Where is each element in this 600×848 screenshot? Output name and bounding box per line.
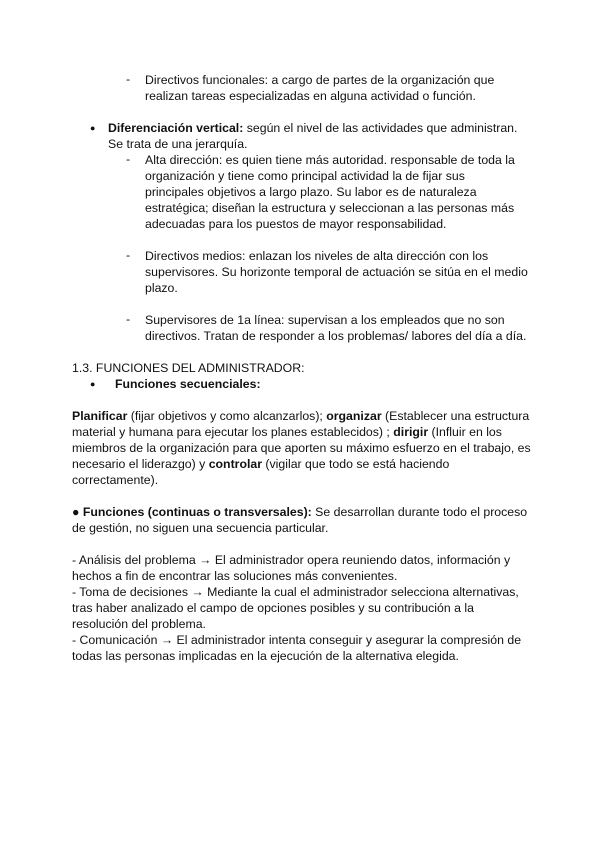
list-item-comunicacion: - Comunicación → El administrador intenta conseguir y asegurar la compresión de todas las personas implicadas en la ejecución de la alternativa elegida. xyxy=(72,633,522,663)
sub-item-directivos-funcionales: Directivos funcionales: a cargo de partes de la organización que realizan tareas especializadas en alguna actividad o función. xyxy=(145,73,495,103)
text-dirigir: (Influir en los miembros de la organización para que aporten su máximo esfuerzo en el trabajo, es necesario el liderazgo) y xyxy=(72,425,531,471)
vertical-label: Diferenciación vertical: xyxy=(108,121,244,135)
sequential-functions-label: Funciones secuenciales: xyxy=(115,377,261,391)
term-controlar: controlar xyxy=(208,457,262,471)
sub-item-directivos-medios: Directivos medios: enlazan los niveles de alta dirección con los supervisores. Su horizonte temporal de actuación se sitúa en el medio plazo. xyxy=(145,249,528,295)
term-dirigir: dirigir xyxy=(393,425,429,439)
sub-item-supervisores: Supervisores de 1a línea: supervisan a los empleados que no son directivos. Tratan de responder a los problemas/ labores del día a día. xyxy=(145,313,527,343)
sequential-functions-heading xyxy=(115,376,415,392)
list-item-analisis: - Análisis del problema → El administrador opera reuniendo datos, información y hechos a fin de encontrar las soluciones más convenientes. xyxy=(72,553,511,583)
vertical-differentiation-item xyxy=(108,120,528,152)
dash-marker: - xyxy=(126,312,131,326)
text-organizar: (Establecer una estructura material y humana para ejecutar los planes establecidos) ; xyxy=(72,409,530,439)
continuous-functions-paragraph xyxy=(72,504,532,536)
sequential-functions-paragraph xyxy=(72,408,532,488)
continuous-functions-label: ● Funciones (continuas o transversales): xyxy=(72,505,312,519)
text-planificar: (fijar objetivos y como alcanzarlos); xyxy=(127,409,327,423)
bullet-icon: ● xyxy=(90,379,96,389)
dash-marker: - xyxy=(126,72,131,86)
continuous-functions-text: Se desarrollan durante todo el proceso de gestión, no siguen una secuencia particular. xyxy=(72,505,528,535)
term-planificar: Planificar xyxy=(72,409,128,423)
bullet-icon: ● xyxy=(90,123,96,133)
section-heading: 1.3. FUNCIONES DEL ADMINISTRADOR: xyxy=(72,361,305,375)
term-organizar: organizar xyxy=(326,409,382,423)
sub-item-alta-direccion: Alta dirección: es quien tiene más autoridad. responsable de toda la organización y tiene como principal actividad la de fijar sus principales objetivos a largo plazo. Su labor es de naturaleza estratégica; diseñan la estructura y seleccionan a las personas más adecuadas para los puestos de mayor responsabilidad. xyxy=(145,153,515,231)
dash-marker: - xyxy=(126,248,131,262)
dash-marker: - xyxy=(126,152,131,166)
vertical-text: según el nivel de las actividades que administran. Se trata de una jerarquía. xyxy=(108,121,518,151)
text-controlar: (vigilar que todo se está haciendo correctamente). xyxy=(72,457,450,487)
list-item-toma-decisiones: - Toma de decisiones → Mediante la cual el administrador selecciona alternativas, tras haber analizado el campo de opciones posibles y su contribución a la resolución del problema. xyxy=(72,585,519,631)
